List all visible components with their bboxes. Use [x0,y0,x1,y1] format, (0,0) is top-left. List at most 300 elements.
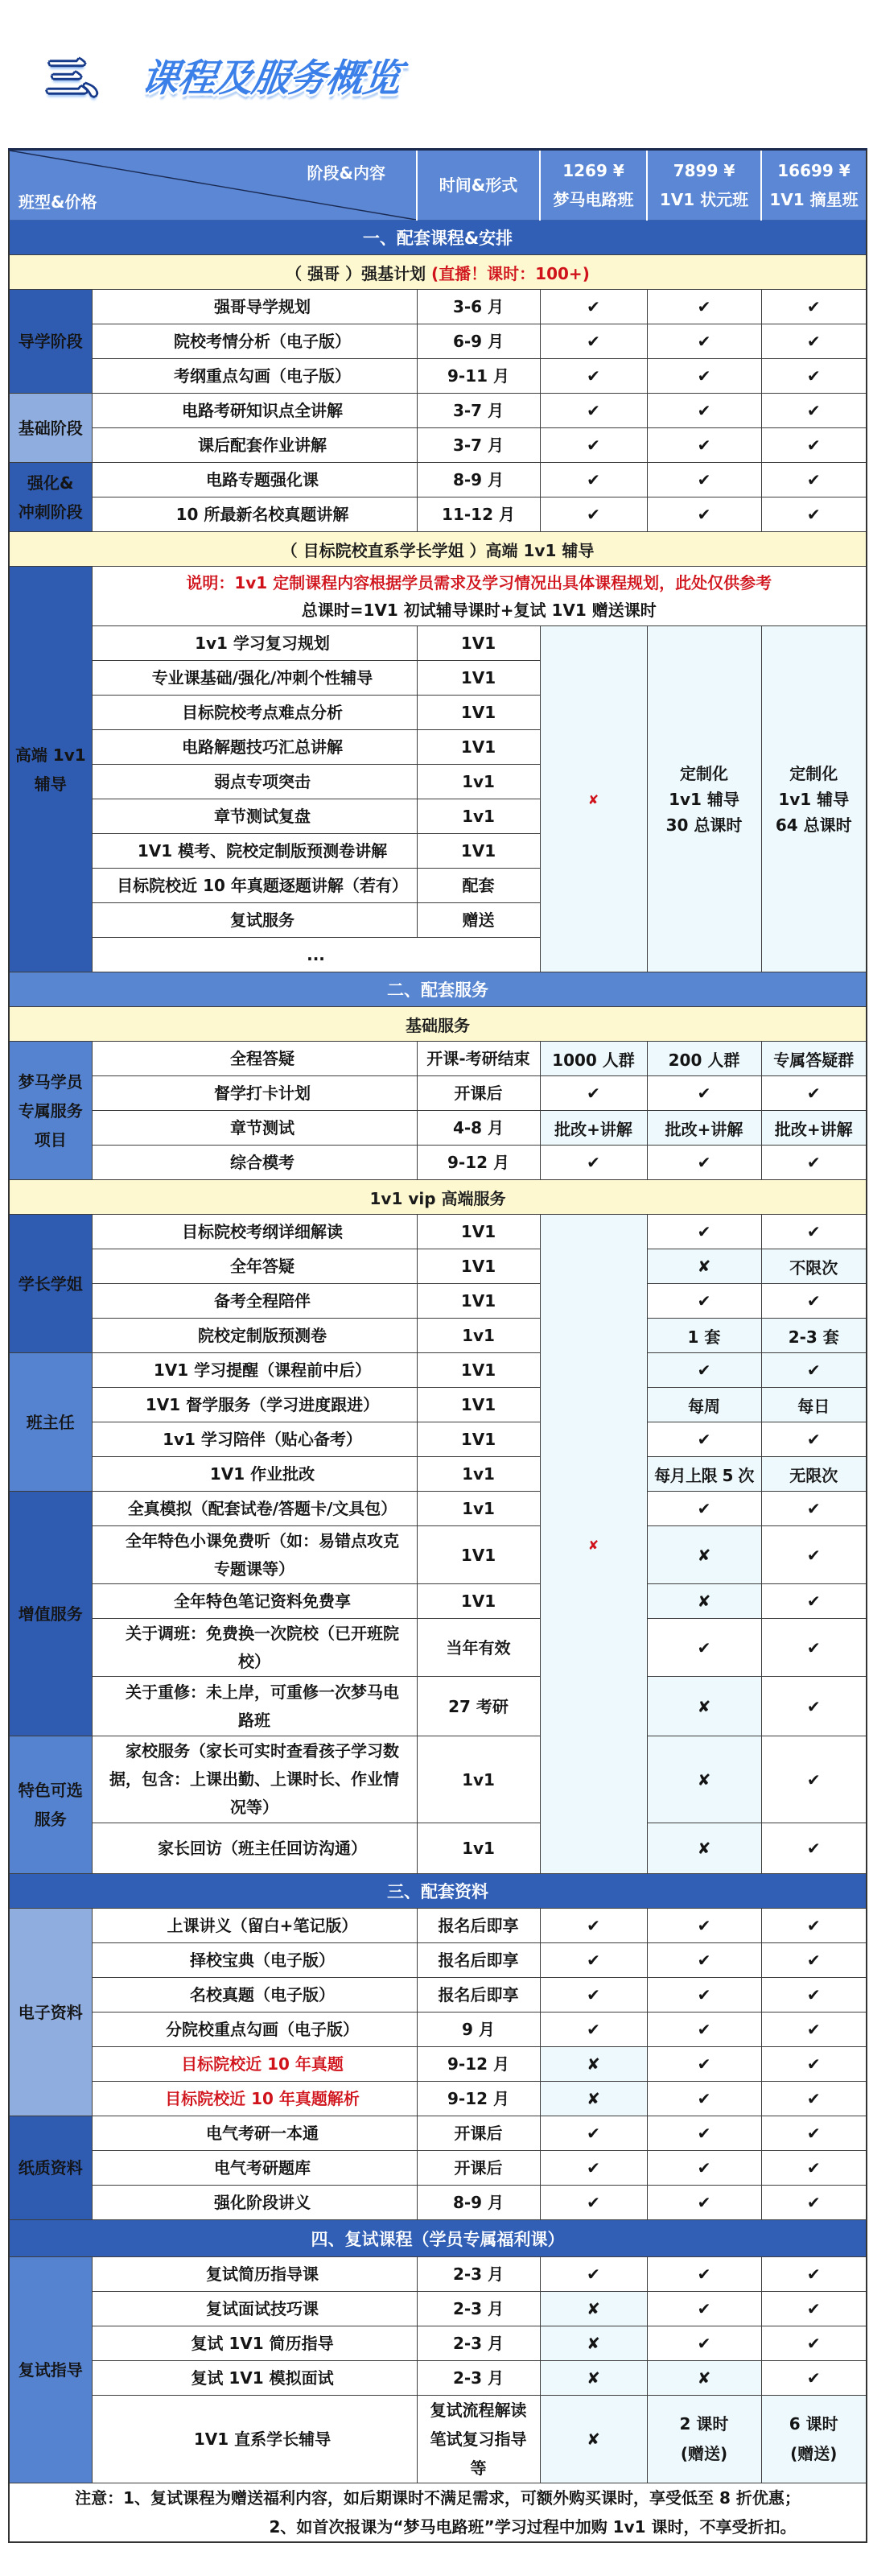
check-icon: ✔ [761,359,867,394]
category-label: 项目 [34,1129,67,1150]
item-name: 全年特色笔记资料免费享 [92,1584,417,1619]
section-title-courses: 一、配套课程&安排 [9,221,867,255]
plan-name: 1V1 状元班 [659,190,749,209]
plan-header-zhaixing [761,150,867,221]
plan-value: 每周 [647,1388,761,1422]
check-icon: ✔ [647,2186,761,2220]
item-time: 9-12 月 [417,2047,540,2082]
check-icon: ✔ [540,359,647,394]
category-label: 导学阶段 [18,332,83,351]
item-name: 1V1 督学服务（学习进度跟进） [92,1388,417,1422]
table-header-row [9,150,867,221]
item-time: 开课-考研结束 [417,1042,540,1076]
check-icon: ✔ [647,394,761,428]
check-icon: ✔ [540,497,647,532]
table-row [9,1619,867,1677]
check-icon: ✔ [647,428,761,463]
band-basic-services: 基础服务 [9,1007,867,1042]
item-time: 11-12 月 [417,497,540,532]
item-name: 全年特色小课免费听（如：易错点攻克 专题课等） [92,1526,417,1584]
check-icon: ✔ [647,2047,761,2082]
item-name: 考纲重点勾画（电子版） [92,359,417,394]
plan-value: 无限次 [761,1457,867,1492]
note-line-1: 注意：1、复试课程为赠送福利内容，如后期课时不满足需求，可额外购买课时，享受低至 8 折优惠； [75,2488,801,2508]
plan-value: 1000 人群 [540,1042,647,1076]
check-icon: ✔ [761,1422,867,1457]
check-icon: ✔ [761,1215,867,1249]
item-time: 1V1 [417,834,540,869]
program-band-1v1: （ 目标院校直系学长学姐 ）高端 1v1 辅导 [9,532,867,567]
table-row [9,1909,867,1943]
category-label: 辅导 [34,774,67,794]
check-icon: ✔ [761,497,867,532]
check-icon: ✔ [761,1076,867,1111]
item-name: 目标院校近 10 年真题逐题讲解（若有） [92,869,417,903]
check-icon: ✔ [761,1146,867,1180]
item-name: 复试简历指导课 [92,2257,417,2292]
table-row [9,2396,867,2483]
custom-course-note [92,567,867,626]
category-label: 特色可选 [18,1781,83,1800]
check-icon: ✔ [761,1978,867,2013]
item-time: 报名后即享 [417,1978,540,2013]
check-icon: ✔ [647,1284,761,1319]
category-label: 强化& [27,473,74,493]
stage-content-label: 阶段&内容 [307,163,385,183]
check-icon: ✔ [540,2186,647,2220]
check-icon: ✔ [761,463,867,497]
check-icon: ✔ [761,1492,867,1526]
check-icon: ✔ [647,2292,761,2326]
item-time: 1V1 [417,730,540,765]
table-row [9,1111,867,1146]
class-price-label: 班型&价格 [19,192,97,212]
cross-icon: ✘ [540,2082,647,2116]
category-label: 纸质资料 [18,2158,83,2178]
check-icon: ✔ [540,2257,647,2292]
item-time: 6-9 月 [417,324,540,359]
check-icon: ✔ [540,290,647,324]
check-icon: ✔ [647,1076,761,1111]
check-icon: ✔ [647,1353,761,1388]
item-time: 1v1 [417,1319,540,1353]
item-name: 择校宝典（电子版） [92,1943,417,1978]
item-time: 1v1 [417,765,540,799]
cross-icon: ✘ [647,1823,761,1874]
plan-value: 批改+讲解 [761,1111,867,1146]
table-row [9,2257,867,2292]
item-name: 电路专题强化课 [92,463,417,497]
item-name: 1V1 作业批改 [92,1457,417,1492]
cross-icon: ✘ [587,1538,599,1553]
category-label: 班主任 [26,1412,75,1432]
category-senior-mentors [9,1215,92,1353]
category-label: 梦马学员 [18,1071,83,1092]
item-name: 家长回访（班主任回访沟通） [92,1823,417,1874]
item-time: 报名后即享 [417,1943,540,1978]
cross-icon: ✘ [540,2326,647,2361]
category-paper-materials [9,2116,92,2220]
check-icon: ✔ [761,1677,867,1736]
check-icon: ✔ [647,2082,761,2116]
item-time: 1V1 [417,696,540,730]
item-time: 1V1 [417,1215,540,1249]
plan-name: 1V1 摘星班 [769,190,859,209]
check-icon: ✔ [647,290,761,324]
notes-row [9,2483,867,2543]
item-name: 综合模考 [92,1146,417,1180]
item-time: 9-11 月 [417,359,540,394]
page-title [47,47,404,103]
table-row [9,1319,867,1353]
plan-header-dianlu [540,150,647,221]
item-name: 复试面试技巧课 [92,2292,417,2326]
check-icon: ✔ [647,1619,761,1677]
table-row [9,1943,867,1978]
table-row [9,1042,867,1076]
item-name: 全年答疑 [92,1249,417,1284]
category-retest-guidance [9,2257,92,2483]
table-row [9,2116,867,2151]
category-label: 冲刺阶段 [18,502,83,522]
category-label: 专属服务 [18,1100,83,1121]
band-vip-services: 1v1 vip 高端服务 [9,1180,867,1215]
item-name: 1V1 直系学长辅导 [92,2396,417,2483]
item-name: 1v1 学习复习规划 [92,626,417,661]
item-time: 复试流程解读 笔试复习指导 等 [417,2396,540,2483]
table-row [9,2047,867,2082]
category-digital-materials [9,1909,92,2116]
plan-value: 30 总课时 [665,815,743,835]
item-name: 院校考情分析（电子版） [92,324,417,359]
category-label: 增值服务 [18,1604,83,1624]
category-label: 基础阶段 [18,418,83,438]
table-row [9,1584,867,1619]
item-time: 1V1 [417,1584,540,1619]
check-icon: ✔ [540,1146,647,1180]
item-name: 课后配套作业讲解 [92,428,417,463]
item-time: 8-9 月 [417,463,540,497]
category-label: 学长学姐 [18,1274,83,1294]
check-icon: ✔ [647,463,761,497]
plan-value: 定制化 [789,763,838,783]
check-icon: ✔ [540,1978,647,2013]
table-row [9,1353,867,1388]
check-icon: ✔ [540,2151,647,2186]
table-row [9,1249,867,1284]
check-icon: ✔ [647,1215,761,1249]
check-icon: ✔ [761,1619,867,1677]
cross-icon: ✘ [647,1584,761,1619]
plan-value: 专属答疑群 [761,1042,867,1076]
header-diagonal-cell [9,150,417,221]
item-time: 9-12 月 [417,1146,540,1180]
check-icon: ✔ [540,428,647,463]
check-icon: ✔ [647,497,761,532]
item-time: 8-9 月 [417,2186,540,2220]
check-icon: ✔ [647,1492,761,1526]
cross-icon: ✘ [540,2292,647,2326]
check-icon: ✔ [540,2013,647,2047]
item-name: 目标院校近 10 年真题解析 [92,2082,417,2116]
check-icon: ✔ [761,1584,867,1619]
table-row [9,2082,867,2116]
category-label: 服务 [34,1810,67,1829]
check-icon: ✔ [761,2292,867,2326]
plan-price: 7899 ¥ [673,161,735,180]
item-name: 督学打卡计划 [92,1076,417,1111]
item-name: 院校定制版预测卷 [92,1319,417,1353]
cross-icon: ✘ [540,2396,647,2483]
cross-icon: ✘ [587,791,599,807]
item-time: 27 考研 [417,1677,540,1736]
check-icon: ✔ [647,359,761,394]
check-icon: ✔ [540,1076,647,1111]
item-time: 1V1 [417,1284,540,1319]
plan-value: 1 套 [647,1319,761,1353]
table-row [9,1978,867,2013]
item-name: 上课讲义（留白+笔记版） [92,1909,417,1943]
item-time: 3-7 月 [417,428,540,463]
item-name: 目标院校考纲详细解读 [92,1215,417,1249]
category-label: 高端 1v1 [14,745,86,765]
check-icon: ✔ [540,463,647,497]
plan-price: 1269 ¥ [562,161,624,180]
plan-value: 64 总课时 [775,815,852,835]
section-title-materials: 三、配套资料 [9,1874,867,1909]
plan-value: 2-3 套 [761,1319,867,1353]
check-icon: ✔ [761,2013,867,2047]
item-name: 分院校重点勾画（电子版） [92,2013,417,2047]
item-name: 复试服务 [92,903,417,938]
cross-icon: ✘ [647,1677,761,1736]
category-student-exclusive [9,1042,92,1180]
item-time: 当年有效 [417,1619,540,1677]
item-name: 家校服务（家长可实时查看孩子学习数 据，包含：上课出勤、上课时长、作业情 况等） [92,1736,417,1823]
item-name: 关于重修：未上岸，可重修一次梦马电 路班 [92,1677,417,1736]
check-icon: ✔ [647,1909,761,1943]
item-name: 关于调班：免费换一次院校（已开班院 校） [92,1619,417,1677]
category-guidance-stage [9,290,92,394]
cross-icon: ✘ [647,1249,761,1284]
cross-icon: ✘ [540,2361,647,2396]
table-row [9,463,867,497]
item-name: 1V1 模考、院校定制版预测卷讲解 [92,834,417,869]
item-time: 2-3 月 [417,2326,540,2361]
item-name: 名校真题（电子版） [92,1978,417,2013]
title-number: 三、 [47,55,121,101]
check-icon: ✔ [761,2257,867,2292]
table-row [9,359,867,394]
check-icon: ✔ [540,1943,647,1978]
cross-icon: ✘ [540,2047,647,2082]
item-name: 备考全程陪伴 [92,1284,417,1319]
item-time: 9 月 [417,2013,540,2047]
item-time: 1V1 [417,1353,540,1388]
item-time: 1v1 [417,1492,540,1526]
check-icon: ✔ [647,2013,761,2047]
cross-icon: ✘ [647,1526,761,1584]
item-name: 10 所最新名校真题讲解 [92,497,417,532]
notes-cell [9,2483,867,2543]
category-label: 电子资料 [18,2002,83,2022]
table-row [9,2292,867,2326]
check-icon: ✔ [647,324,761,359]
item-name: 复试 1V1 模拟面试 [92,2361,417,2396]
check-icon: ✔ [761,1526,867,1584]
item-name: 目标院校近 10 年真题 [92,2047,417,2082]
category-intensive-stage [9,463,92,532]
check-icon: ✔ [761,2186,867,2220]
note-red: 说明：1v1 定制课程内容根据学员需求及学习情况出具体课程规划，此处仅供参考 [186,572,772,592]
table-row [9,567,867,626]
item-time: 2-3 月 [417,2257,540,2292]
item-time: 1v1 [417,1457,540,1492]
section-title-services: 二、配套服务 [9,972,867,1007]
item-name: 1V1 学习提醒（课程前中后） [92,1353,417,1388]
table-row [9,1422,867,1457]
check-icon: ✔ [761,1823,867,1874]
plan-value: 每日 [761,1388,867,1422]
cross-icon: ✘ [647,1736,761,1823]
item-name: 专业课基础/强化/冲刺个性辅导 [92,661,417,696]
check-icon: ✔ [761,1943,867,1978]
table-row [9,1526,867,1584]
table-row [9,394,867,428]
table-row [9,324,867,359]
table-row [9,1215,867,1249]
item-time: 赠送 [417,903,540,938]
section-title-retest: 四、复试课程（学员专属福利课） [9,2220,867,2257]
item-name: 全程答疑 [92,1042,417,1076]
item-time: 1V1 [417,1526,540,1584]
check-icon: ✔ [647,2116,761,2151]
item-name: 电气考研题库 [92,2151,417,2186]
cross-icon: ✘ [647,2361,761,2396]
item-time: 3-6 月 [417,290,540,324]
item-time: 1v1 [417,1736,540,1823]
item-time: 2-3 月 [417,2292,540,2326]
check-icon: ✔ [761,428,867,463]
plan-value: 2 课时 (赠送) [647,2396,761,2483]
check-icon: ✔ [761,1353,867,1388]
check-icon: ✔ [761,2151,867,2186]
table-row [9,1076,867,1111]
check-icon: ✔ [647,1943,761,1978]
check-icon: ✔ [540,394,647,428]
category-foundation-stage [9,394,92,463]
item-time: 9-12 月 [417,2082,540,2116]
table-row [9,1146,867,1180]
plan-value: 1v1 辅导 [669,789,739,809]
check-icon: ✔ [540,1909,647,1943]
plan-value: 批改+讲解 [540,1111,647,1146]
plan-vip-dianlu [540,1215,647,1874]
note-formula: 总课时=1V1 初试辅导课时+复试 1V1 赠送课时 [301,600,657,620]
item-name: 强哥导学规划 [92,290,417,324]
table-row [9,1457,867,1492]
check-icon: ✔ [647,2326,761,2361]
item-name: 目标院校考点难点分析 [92,696,417,730]
item-time: 1V1 [417,626,540,661]
check-icon: ✔ [647,2257,761,2292]
item-time: 开课后 [417,2116,540,2151]
table-row [9,1823,867,1874]
table-row [9,1388,867,1422]
check-icon: ✔ [761,1284,867,1319]
check-icon: ✔ [761,2116,867,2151]
item-time: 2-3 月 [417,2361,540,2396]
item-name: 强化阶段讲义 [92,2186,417,2220]
category-value-added [9,1492,92,1736]
check-icon: ✔ [761,1736,867,1823]
note-line-2: 2、如首次报课为“梦马电路班”学习过程中加购 1v1 课时，不享受折扣。 [269,2517,797,2537]
table-row [9,1677,867,1736]
check-icon: ✔ [761,2082,867,2116]
check-icon: ✔ [647,1422,761,1457]
table-row [9,2013,867,2047]
plan-1v1-zhaixing [761,626,867,972]
item-time: 配套 [417,869,540,903]
plan-value: 每月上限 5 次 [647,1457,761,1492]
check-icon: ✔ [761,2047,867,2082]
time-format-header: 时间&形式 [417,150,540,221]
item-name: 全真模拟（配套试卷/答题卡/文具包） [92,1492,417,1526]
check-icon: ✔ [647,1146,761,1180]
item-time: 报名后即享 [417,1909,540,1943]
check-icon: ✔ [761,2361,867,2396]
item-time: 1V1 [417,1388,540,1422]
plan-value: 6 课时 (赠送) [761,2396,867,2483]
item-time: 1V1 [417,1249,540,1284]
check-icon: ✔ [540,2116,647,2151]
table-row [9,1284,867,1319]
check-icon: ✔ [761,394,867,428]
item-time: 4-8 月 [417,1111,540,1146]
plan-value: 1v1 辅导 [778,789,850,809]
check-icon: ✔ [761,290,867,324]
item-time: 3-7 月 [417,394,540,428]
title-text: 课程及服务概览 [138,56,404,101]
category-premium-1v1 [9,567,92,972]
item-name: 章节测试复盘 [92,799,417,834]
table-row [9,2361,867,2396]
item-name: 弱点专项突击 [92,765,417,799]
plan-value: 批改+讲解 [647,1111,761,1146]
item-time: 1V1 [417,661,540,696]
plan-value: 200 人群 [647,1042,761,1076]
item-time: 1V1 [417,1422,540,1457]
table-row [9,2326,867,2361]
check-icon: ✔ [647,2151,761,2186]
item-name: 电路考研知识点全讲解 [92,394,417,428]
table-row [9,1736,867,1823]
plan-price: 16699 ¥ [777,161,850,180]
item-name: 1v1 学习陪伴（贴心备考） [92,1422,417,1457]
category-head-teacher [9,1353,92,1492]
table-row [9,497,867,532]
item-time: 1v1 [417,799,540,834]
program-note: (直播！课时：100+) [431,263,590,283]
item-time: 1v1 [417,1823,540,1874]
category-label: 复试指导 [18,2360,83,2380]
item-time: 开课后 [417,2151,540,2186]
item-name: 电气考研一本通 [92,2116,417,2151]
item-name: 电路解题技巧汇总讲解 [92,730,417,765]
plan-name: 梦马电路班 [553,190,634,209]
item-name: 章节测试 [92,1111,417,1146]
more-items-ellipsis: ... [92,938,540,972]
